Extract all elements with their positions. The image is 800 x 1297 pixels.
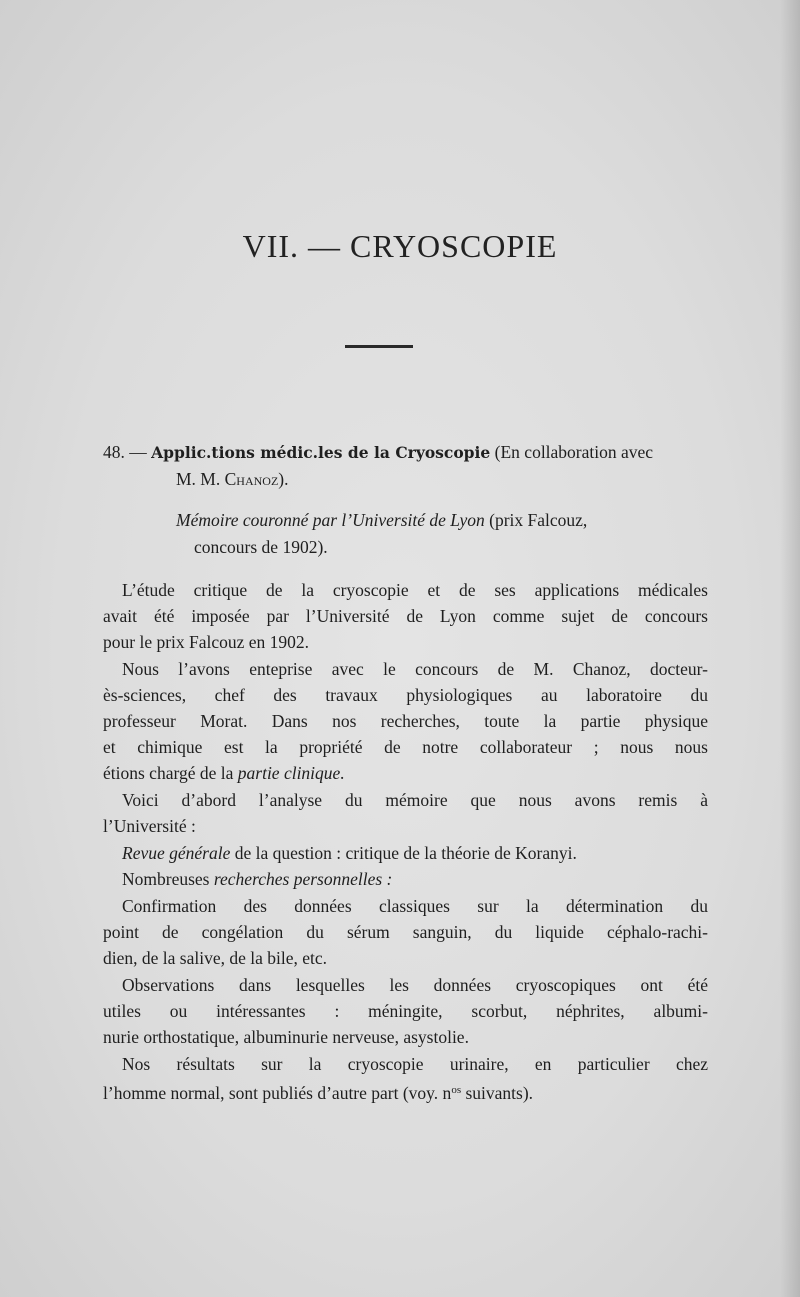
p4-rest: de la question : critique de la théorie de Koranyi. xyxy=(234,843,577,863)
p6-line-1: Confirmation des données classiques sur la détermination du xyxy=(122,896,708,916)
entry-title: Applic․tions médic․les de la Cryoscopie xyxy=(151,443,491,462)
p8-line-2 xyxy=(103,1079,533,1104)
p7-line-1: Observations dans lesquelles les données cryoscopiques ont été xyxy=(122,975,708,995)
p2-line-4: et chimique est la propriété de notre collaborateur ; nous nous xyxy=(103,737,708,757)
p2-line-2: ès-sciences, chef des travaux physiologiques au laboratoire du xyxy=(103,685,708,705)
p3-line-2: l’Université : xyxy=(103,816,196,836)
p5-italic: recherches personnelles : xyxy=(213,869,393,889)
entry-memoire xyxy=(176,509,587,531)
p8-after: suivants). xyxy=(461,1083,534,1103)
memoire-rest: (prix Falcouz, xyxy=(489,510,588,530)
p1-line-1: L’étude critique de la cryoscopie et de ses applications médicales xyxy=(122,580,708,600)
p2-line-1: Nous l’avons entepris​e avec le concours de M. Chanoz, docteur- xyxy=(122,659,708,679)
p7-line-2: utiles ou intéressantes : méningite, scorbut, néphrites, albumi- xyxy=(103,1001,708,1021)
p5-plain: Nombreuses xyxy=(122,869,210,889)
p8-superscript: os xyxy=(451,1084,462,1096)
entry-memoire-line2: concours de 1902). xyxy=(194,537,328,557)
chapter-title: VII. — CRYOSCOPIE xyxy=(242,228,558,264)
entry-number: 48. — xyxy=(103,442,147,462)
entry-heading xyxy=(103,441,653,464)
p7-line-3: nurie orthostatique, albuminurie nerveuse, asystolie. xyxy=(103,1027,469,1047)
title-rule xyxy=(345,345,413,348)
p2-last-plain: étions chargé de la xyxy=(103,763,234,783)
p1-line-2: avait été imposée par l’Université de Lyon comme sujet de concours xyxy=(103,606,708,626)
entry-collaborator: M. M. Chanoz). xyxy=(176,469,289,489)
p2-line-5 xyxy=(103,762,345,784)
p4-italic: Revue générale xyxy=(122,843,231,863)
memoire-italic: Mémoire couronné par l’Université de Lyon xyxy=(176,510,485,530)
entry-collaboration: (En collaboration avec xyxy=(494,442,654,462)
p6-line-3: dien, de la salive, de la bile, etc. xyxy=(103,948,328,968)
p8-before: l’homme normal, sont publiés d’autre part (voy. n xyxy=(103,1083,452,1103)
p1-line-3: pour le prix Falcouz en 1902. xyxy=(103,632,310,652)
p4-line xyxy=(122,842,577,864)
p2-line-3: professeur Morat. Dans nos recherches, toute la partie physique xyxy=(103,711,708,731)
p2-last-italic: partie clinique. xyxy=(237,763,345,783)
p5-line xyxy=(122,868,392,890)
p8-line-1: Nos résultats sur la cryoscopie urinaire, en particulier chez xyxy=(122,1054,708,1074)
p6-line-2: point de congélation du sérum sanguin, du liquide céphalo-rachi- xyxy=(103,922,708,942)
p3-line-1: Voici d’abord l’analyse du mémoire que nous avons remis à xyxy=(122,790,708,810)
